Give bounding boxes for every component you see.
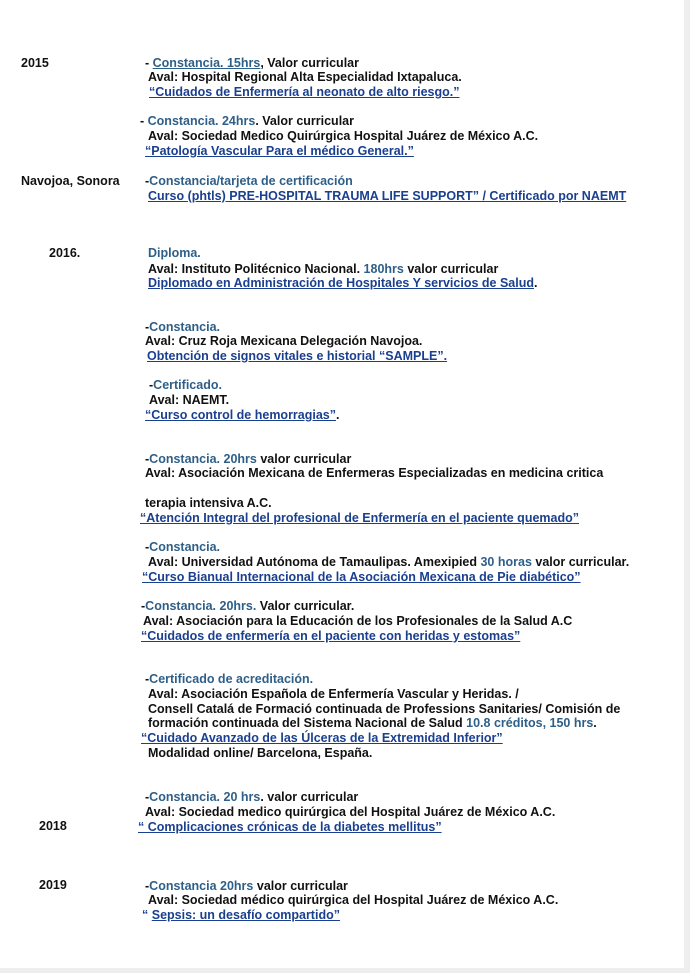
entry-4-value: valor curricular	[403, 262, 499, 276]
entry-1-type: Constancia. 15hrs	[152, 56, 261, 70]
entry-7-title: “Atención Integral del profesional de Enfermería en el paciente quemado”	[140, 511, 579, 525]
entry-8-aval: Aval: Universidad Autónoma de Tamaulipas. Amexipied	[148, 555, 481, 569]
entry-9-type: Constancia. 20hrs.	[145, 599, 257, 613]
entry-11-type: Constancia. 20 hrs	[149, 790, 261, 804]
entry-8-hours: 30 horas	[480, 555, 532, 569]
entry-7-aval-continued: terapia intensiva A.C.	[145, 496, 272, 510]
entry-7-aval: Aval: Asociación Mexicana de Enfermeras Especializadas en medicina critica	[145, 466, 604, 480]
entry-5-type: Constancia.	[149, 320, 221, 334]
entry-9-title: “Cuidados de enfermería en el paciente con heridas y estomas”	[141, 629, 521, 643]
entry-7-type: Constancia. 20hrs	[149, 452, 257, 466]
dash: -	[149, 378, 154, 392]
entry-11-type-line	[145, 790, 358, 805]
entry-10-aval-3-line	[148, 716, 597, 731]
entry-8-value: valor curricular.	[531, 555, 630, 569]
entry-12-title-line	[142, 908, 340, 923]
entry-1-type-line	[145, 56, 359, 71]
entry-12-title: Sepsis: un desafío compartido”	[151, 908, 340, 922]
dash: -	[145, 452, 150, 466]
entry-8-aval-line	[148, 555, 629, 570]
page-edge-right	[684, 0, 690, 973]
entry-3-title: Curso (phtls) PRE-HOSPITAL TRAUMA LIFE SUPPORT” / Certificado por NAEMT	[148, 189, 627, 203]
entry-2-value: . Valor curricular	[255, 114, 354, 128]
entry-9-type-line	[141, 599, 354, 614]
entry-8-title: “Curso Bianual Internacional de la Asociación Mexicana de Pie diabético”	[142, 570, 581, 584]
entry-3-type: Constancia/tarjeta de certificación	[149, 174, 353, 188]
entry-10-title: “Cuidado Avanzado de las Úlceras de la Extremidad Inferior”	[141, 731, 503, 745]
entry-4-title-line	[148, 276, 537, 291]
entry-11-value: . valor curricular	[260, 790, 359, 804]
entry-1-title: “Cuidados de Enfermería al neonato de alto riesgo.”	[149, 85, 460, 99]
entry-7-value: valor curricular	[256, 452, 352, 466]
entry-2-type-line	[140, 114, 354, 129]
entry-9-aval: Aval: Asociación para la Educación de los Profesionales de la Salud A.C	[143, 614, 573, 628]
entry-12-value: valor curricular	[253, 879, 348, 893]
open-quote: “	[142, 908, 152, 922]
year-2019-label: 2019	[39, 878, 67, 892]
entry-10-aval-3: formación continuada del Sistema Nacional de Salud	[148, 716, 467, 730]
period: .	[336, 408, 340, 422]
entry-4-title: Diplomado en Administración de Hospitales Y servicios de Salud	[148, 276, 534, 290]
dash: -	[140, 114, 148, 128]
year-2016-label: 2016.	[49, 246, 81, 260]
entry-9-value: Valor curricular.	[256, 599, 355, 613]
period: .	[593, 716, 597, 730]
dash: -	[141, 599, 146, 613]
entry-11-title: “ Complicaciones crónicas de la diabetes mellitus”	[138, 820, 442, 834]
entry-10-modality: Modalidad online/ Barcelona, España.	[148, 746, 373, 760]
dash: -	[145, 56, 153, 70]
entry-8-type-line	[145, 540, 220, 555]
entry-2-title: “Patología Vascular Para el médico General.”	[145, 144, 414, 158]
entry-10-aval-1: Aval: Asociación Española de Enfermería Vascular y Heridas. /	[148, 687, 519, 701]
entry-4-type: Diploma.	[148, 246, 201, 260]
entry-3-type-line	[145, 174, 353, 189]
entry-1-value: , Valor curricular	[260, 56, 359, 70]
entry-10-aval-2: Consell Catalá de Formació continuada de Professions Sanitaries/ Comisión de	[148, 702, 621, 716]
entry-6-title-line	[145, 408, 340, 423]
entry-11-aval: Aval: Sociedad medico quirúrgica del Hospital Juárez de México A.C.	[145, 805, 556, 819]
entry-2-type: Constancia. 24hrs	[147, 114, 256, 128]
entry-4-aval: Aval: Instituto Politécnico Nacional.	[148, 262, 364, 276]
year-2018-label: 2018	[39, 819, 67, 833]
entry-12-aval: Aval: Sociedad médico quirúrgica del Hospital Juárez de México A.C.	[148, 893, 559, 907]
entry-10-type: Certificado de acreditación.	[149, 672, 314, 686]
year-2015-label: 2015	[21, 56, 49, 70]
entry-10-type-line	[145, 672, 313, 687]
entry-7-type-line	[145, 452, 351, 467]
dash: -	[145, 790, 150, 804]
entry-8-type: Constancia.	[149, 540, 221, 554]
dash: -	[145, 320, 150, 334]
entry-6-aval: Aval: NAEMT.	[149, 393, 230, 407]
entry-12-type: Constancia 20hrs	[149, 879, 254, 893]
dash: -	[145, 174, 150, 188]
dash: -	[145, 879, 150, 893]
entry-6-title: “Curso control de hemorragias”	[145, 408, 337, 422]
entry-2-aval: Aval: Sociedad Medico Quirúrgica Hospital Juárez de México A.C.	[148, 129, 539, 143]
entry-10-credits: 10.8 créditos, 150 hrs	[466, 716, 594, 730]
period: .	[534, 276, 538, 290]
dash: -	[145, 672, 150, 686]
entry-5-type-line	[145, 320, 220, 335]
location-navojoa-label: Navojoa, Sonora	[21, 174, 120, 188]
entry-4-aval-line	[148, 262, 498, 277]
dash: -	[145, 540, 150, 554]
entry-1-aval: Aval: Hospital Regional Alta Especialidad Ixtapaluca.	[148, 70, 462, 84]
entry-4-hours: 180hrs	[363, 262, 404, 276]
page-edge-bottom	[0, 968, 690, 973]
entry-6-type-line	[149, 378, 222, 393]
entry-5-title: Obtención de signos vitales e historial “SAMPLE”.	[147, 349, 448, 363]
entry-12-type-line	[145, 879, 348, 894]
entry-5-aval: Aval: Cruz Roja Mexicana Delegación Navojoa.	[145, 334, 423, 348]
entry-6-type: Certificado.	[153, 378, 222, 392]
